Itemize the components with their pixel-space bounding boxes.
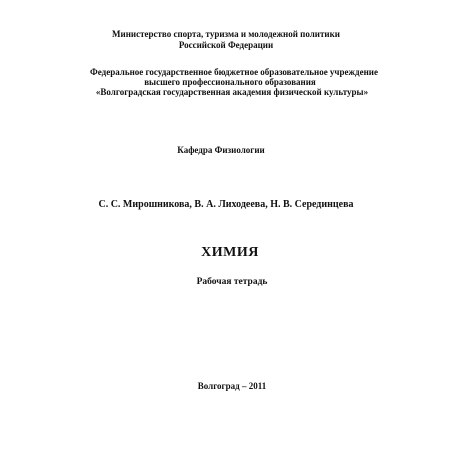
book-subtitle: Рабочая тетрадь <box>196 277 268 287</box>
department-name: Кафедра Физиологии <box>177 145 265 155</box>
city-year: Волгоград – 2011 <box>197 381 267 391</box>
institution-line-1: Федеральное государственное бюджетное образовательное учреждение <box>90 67 378 77</box>
institution-line-2: высшего профессионального образования <box>144 77 316 87</box>
institution-line-3: «Волгоградская государственная академия физической культуры» <box>95 87 369 97</box>
ministry-line-2: Российской Федерации <box>178 40 274 50</box>
authors: С. С. Мирошникова, В. А. Лиходеева, Н. В. Серединцева <box>98 199 354 210</box>
book-title: ХИМИЯ <box>201 245 259 260</box>
ministry-line-1: Министерство спорта, туризма и молодежной политики <box>112 29 340 39</box>
